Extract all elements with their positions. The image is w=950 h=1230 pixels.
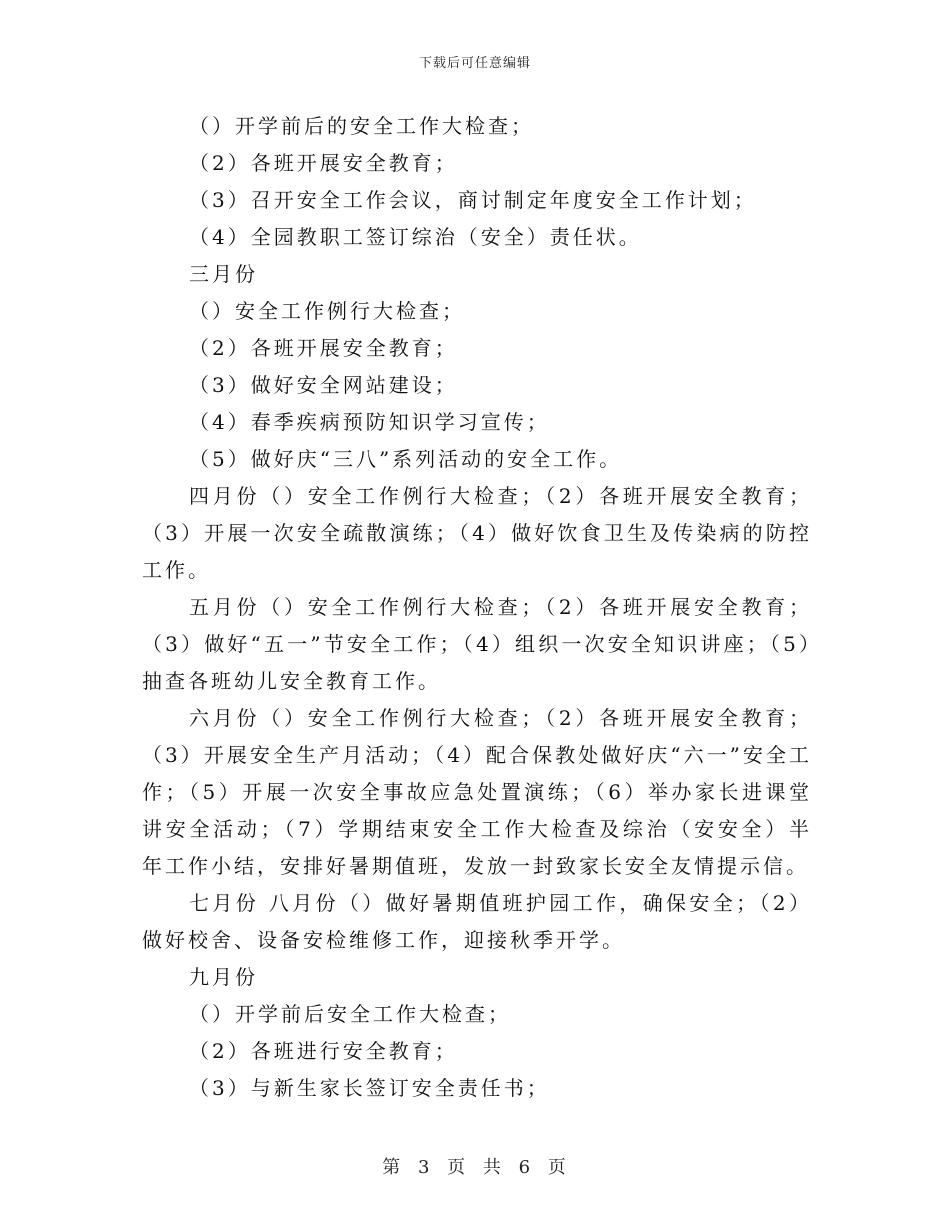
footer-label-ye: 页 — [447, 1157, 468, 1178]
sept-item-2: （2）各班进行安全教育； — [189, 1039, 458, 1063]
july-august-paragraph: 七月份 八月份（）做好暑期值班护园工作，确保安全；（2）做好校舍、设备安检维修工作，迎接秋季开学。 — [142, 891, 812, 952]
footer-label-gong: 共 — [482, 1157, 503, 1178]
sept-item-3: （3）与新生家长签订安全责任书； — [189, 1076, 550, 1100]
june-paragraph: 六月份（）安全工作例行大检查；（2）各班开展安全教育；（3）开展安全生产月活动；（4）配合保教处做好庆“六一”安全工作；（5）开展一次安全事故应急处置演练；（6）举办家长进课堂讲安全活动；（7）学期结束安全工作大检查及综治（安安全）半年工作小结，安排好暑期值班，发放一封致家长安全友情提示信。 — [142, 706, 812, 878]
sept-item-1: （）开学前后安全工作大检查； — [189, 1002, 511, 1026]
march-item-1: （）安全工作例行大检查； — [189, 299, 465, 323]
september-heading: 九月份 — [189, 965, 258, 989]
footer-label-ye-2: 页 — [547, 1157, 568, 1178]
total-pages-number: 6 — [518, 1157, 533, 1178]
feb-item-2: （2）各班开展安全教育； — [189, 151, 458, 175]
page-footer — [0, 1153, 950, 1179]
feb-item-4: （4）全园教职工签订综治（安全）责任状。 — [189, 225, 642, 249]
march-heading: 三月份 — [189, 262, 258, 286]
april-paragraph: 四月份（）安全工作例行大检查；（2）各班开展安全教育；（3）开展一次安全疏散演练；（4）做好饮食卫生及传染病的防控工作。 — [142, 484, 812, 582]
footer-label-di: 第 — [382, 1157, 403, 1178]
feb-item-1: （）开学前后的安全工作大检查； — [189, 114, 534, 138]
march-item-5: （5）做好庆“三八”系列活动的安全工作。 — [189, 447, 623, 471]
march-item-2: （2）各班开展安全教育； — [189, 336, 458, 360]
march-item-3: （3）做好安全网站建设； — [189, 373, 458, 397]
document-body — [142, 108, 812, 1107]
may-paragraph: 五月份（）安全工作例行大检查；（2）各班开展安全教育；（3）做好“五一”节安全工作；（4）组织一次安全知识讲座；（5）抽查各班幼儿安全教育工作。 — [142, 595, 812, 693]
march-item-4: （4）春季疾病预防知识学习宣传； — [189, 410, 550, 434]
current-page-number: 3 — [417, 1157, 432, 1178]
header-note: 下载后可任意编辑 — [418, 56, 531, 71]
feb-item-3: （3）召开安全工作会议，商讨制定年度安全工作计划； — [189, 188, 757, 212]
